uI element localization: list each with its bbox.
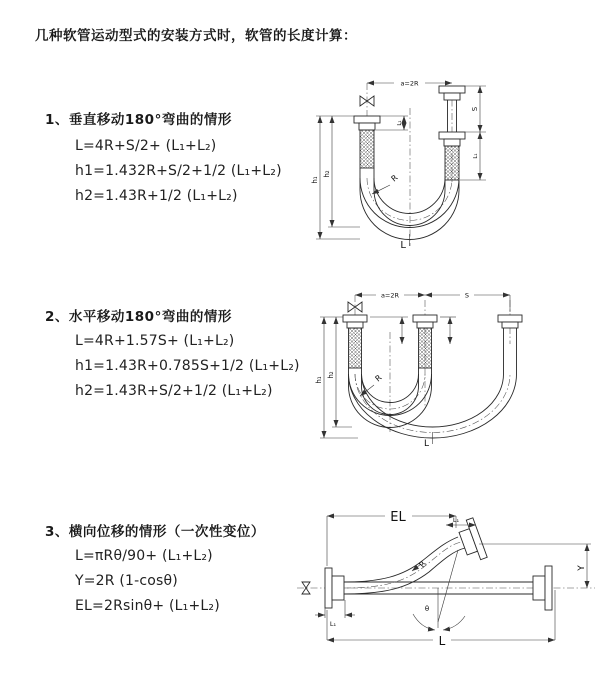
section2-heading: 2、水平移动180°弯曲的情形 [45, 309, 232, 325]
hose-u-large [349, 374, 517, 438]
dim-label-length: L [438, 634, 446, 648]
section1-formula-L: L=4R+S/2+ (L₁+L₂) [75, 138, 217, 154]
hose-s-curve [344, 537, 465, 594]
hose-braid [349, 328, 362, 368]
diagram-horizontal-180-bend [310, 282, 566, 452]
page-title: 几种软管运动型式的安装方式时，软管的长度计算： [35, 28, 357, 44]
dim-label-h2: h₂ [327, 371, 335, 379]
hose-u-bend [360, 178, 459, 240]
angle-label: θ [424, 605, 430, 613]
tilted-flange [456, 518, 487, 564]
dim-label-s: S [471, 106, 479, 112]
left-flange [325, 568, 344, 608]
dim-label-l1-right: L₁ [473, 153, 479, 159]
dim-label-h2: h₂ [323, 170, 331, 178]
section2-formula-h1: h1=1.43R+0.785S+1/2 (L₁+L₂) [75, 358, 300, 374]
section3-formula-L: L=πRθ/90+ (L₁+L₂) [75, 548, 213, 564]
diagram-vertical-180-bend [308, 70, 558, 255]
dimension-l1-bottom [315, 600, 355, 628]
right-fitting-displaced [498, 315, 522, 374]
section1-formula-h1: h1=1.432R+S/2+1/2 (L₁+L₂) [75, 163, 282, 179]
dim-label-a2r: a=2R [380, 291, 400, 300]
dim-label-s: S [464, 291, 470, 300]
radius-label: R [417, 559, 429, 570]
centerlines [367, 83, 452, 246]
section1-formula-h2: h2=1.43R+1/2 (L₁+L₂) [75, 188, 238, 204]
length-callout [400, 234, 409, 251]
hose-braid [419, 328, 432, 368]
length-label: L [400, 240, 406, 251]
right-flange [533, 566, 552, 610]
dimension-el [327, 510, 456, 566]
section2-formula-h2: h2=1.43R+S/2+1/2 (L₁+L₂) [75, 383, 273, 399]
length-label: L [423, 439, 429, 449]
radius-label: R [389, 173, 400, 184]
dimension-top [355, 292, 510, 313]
valve-icon [302, 588, 310, 594]
dim-label-l1-bottom: L₁ [329, 620, 337, 628]
dim-label-l1-left: L₁ [397, 120, 403, 126]
section3-heading: 3、横向位移的情形（一次性变位） [45, 524, 265, 540]
section3-formula-EL: EL=2Rsinθ+ (L₁+L₂) [75, 598, 220, 614]
radius-callout [412, 550, 458, 622]
hose-braid [360, 130, 374, 168]
section1-heading: 1、垂直移动180°弯曲的情形 [45, 112, 232, 128]
dimension-length [327, 590, 555, 648]
dim-label-y: Y [577, 565, 587, 571]
length-callout [424, 432, 433, 449]
valve-icon [302, 582, 310, 588]
radius-label: R [373, 373, 384, 384]
section3-formula-Y: Y=2R (1-cosθ) [75, 573, 178, 589]
dim-label-a2r: a=2R [400, 79, 419, 88]
dim-label-h1: h₁ [311, 176, 319, 184]
dim-label-h1: h₁ [315, 376, 323, 384]
dim-label-l1-top: L₁ [452, 516, 460, 524]
section2-formula-L: L=4R+1.57S+ (L₁+L₂) [75, 333, 235, 349]
diagram-lateral-displacement [293, 498, 600, 648]
hose-braid [445, 146, 459, 180]
dim-label-el: EL [390, 510, 406, 525]
